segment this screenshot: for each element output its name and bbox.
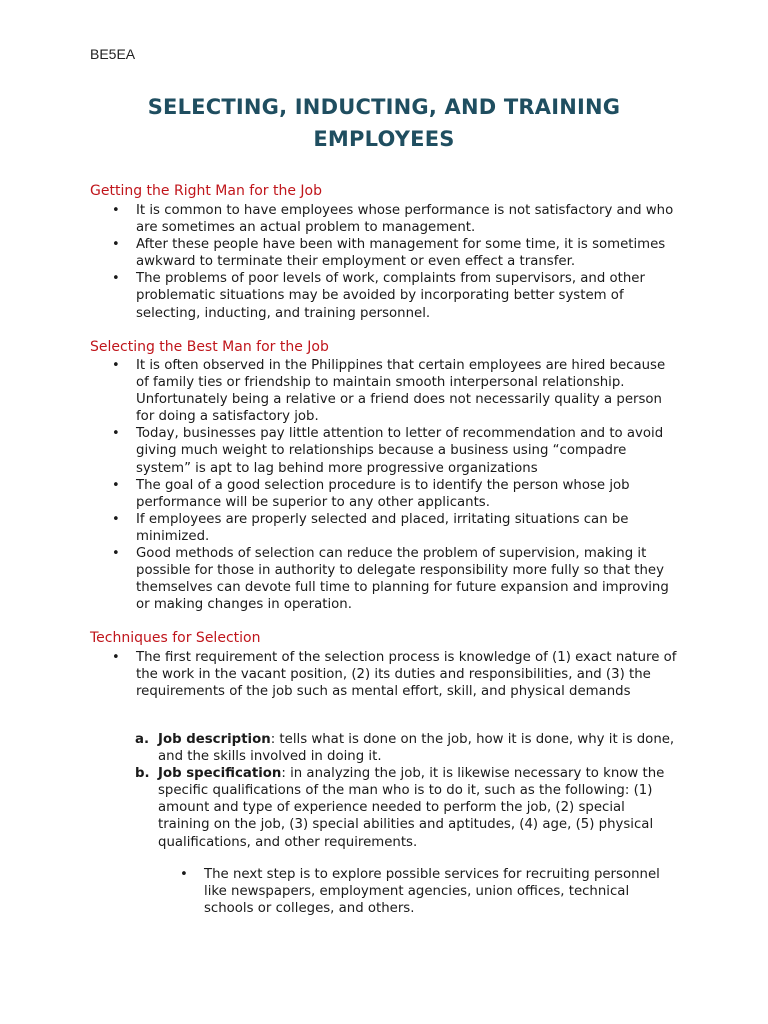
list-marker: b. bbox=[135, 766, 150, 782]
list-item-text: It is common to have employees whose performance is not satisfactory and who are sometimes an actual problem to management. bbox=[136, 203, 674, 236]
list-item-text: The goal of a good selection procedure is to identify the person whose job performance will be superior to any other applicants. bbox=[136, 477, 630, 510]
term-definition: : tells what is done on the job, how it is done, why it is done, and the skills involved in doing it. bbox=[158, 732, 675, 765]
nested-bullet-list bbox=[90, 866, 680, 917]
list-item-text: If employees are properly selected and placed, irritating situations can be minimized. bbox=[136, 511, 629, 544]
list-marker: a. bbox=[135, 732, 150, 747]
list-item bbox=[90, 649, 680, 700]
list-item bbox=[90, 477, 680, 511]
term-definition: : in analyzing the job, it is likewise necessary to know the specific qualifications of the man who is to do it, such as the following: (1) amount and type of experience needed to perform the job, (2) special training on the job, (3) special abilities and aptitudes, (4) age, (5) physical qualifications, and other requirements. bbox=[158, 766, 665, 850]
list-item-text: The problems of poor levels of work, complaints from supervisors, and other problematic situations may be avoided by incorporating better system of selecting, inducting, and training personnel. bbox=[136, 271, 645, 321]
bullet-icon: • bbox=[112, 511, 120, 527]
list-item-text: Today, businesses pay little attention to letter of recommendation and to avoid giving much weight to relationships because a business using “compadre system” is apt to lag behind more progressive organizations bbox=[136, 426, 664, 476]
bullet-icon: • bbox=[180, 867, 188, 882]
bullet-icon: • bbox=[112, 650, 120, 665]
list-item bbox=[90, 270, 680, 321]
section-heading-best-man: Selecting the Best Man for the Job bbox=[90, 339, 329, 355]
bullet-icon: • bbox=[112, 203, 120, 218]
page-title: SELECTING, INDUCTING, AND TRAINING EMPLOYEES bbox=[147, 95, 621, 151]
bullet-list-right-man bbox=[90, 202, 680, 322]
bullet-icon: • bbox=[112, 237, 120, 253]
list-item bbox=[90, 511, 680, 545]
lettered-list bbox=[90, 731, 680, 851]
bullet-icon: • bbox=[112, 546, 120, 562]
list-item-text: The first requirement of the selection process is knowledge of (1) exact nature of the work in the vacant position, (2) its duties and responsibilities, and (3) the requirements of the job such as mental effort, skill, and physical demands bbox=[136, 650, 677, 700]
term-label: Job specification bbox=[158, 766, 282, 782]
bullet-icon: • bbox=[112, 271, 120, 287]
list-item-job-specification bbox=[90, 765, 680, 850]
list-item bbox=[90, 357, 680, 425]
list-item bbox=[90, 425, 680, 476]
section-heading-techniques: Techniques for Selection bbox=[90, 630, 261, 646]
document-code: BE5EA bbox=[90, 46, 136, 62]
bullet-list-best-man bbox=[90, 357, 680, 613]
bullet-icon: • bbox=[112, 477, 120, 493]
list-item bbox=[90, 545, 680, 613]
list-item bbox=[90, 236, 680, 270]
section-heading-right-man: Getting the Right Man for the Job bbox=[90, 183, 322, 199]
list-item-job-description bbox=[90, 731, 680, 765]
bullet-icon: • bbox=[112, 358, 120, 373]
list-item-text: It is often observed in the Philippines that certain employees are hired because of family ties or friendship to maintain smooth interpersonal relationship. Unfortunately being a relative or a friend does not necessarily quality a person for doing a satisfactory job. bbox=[136, 358, 666, 425]
list-item-text: After these people have been with management for some time, it is sometimes awkward to terminate their employment or even effect a transfer. bbox=[136, 237, 666, 270]
list-item bbox=[90, 866, 680, 917]
list-item-text: Good methods of selection can reduce the problem of supervision, making it possible for those in authority to delegate responsibility more fully so that they themselves can devote full time to planning for future expansion and improving or making changes in operation. bbox=[136, 546, 669, 613]
list-item-text: The next step is to explore possible services for recruiting personnel like newspapers, employment agencies, union offices, technical schools or colleges, and others. bbox=[204, 867, 660, 917]
term-label: Job description bbox=[158, 732, 271, 747]
list-item bbox=[90, 202, 680, 236]
bullet-list-techniques bbox=[90, 649, 680, 700]
bullet-icon: • bbox=[112, 426, 120, 442]
